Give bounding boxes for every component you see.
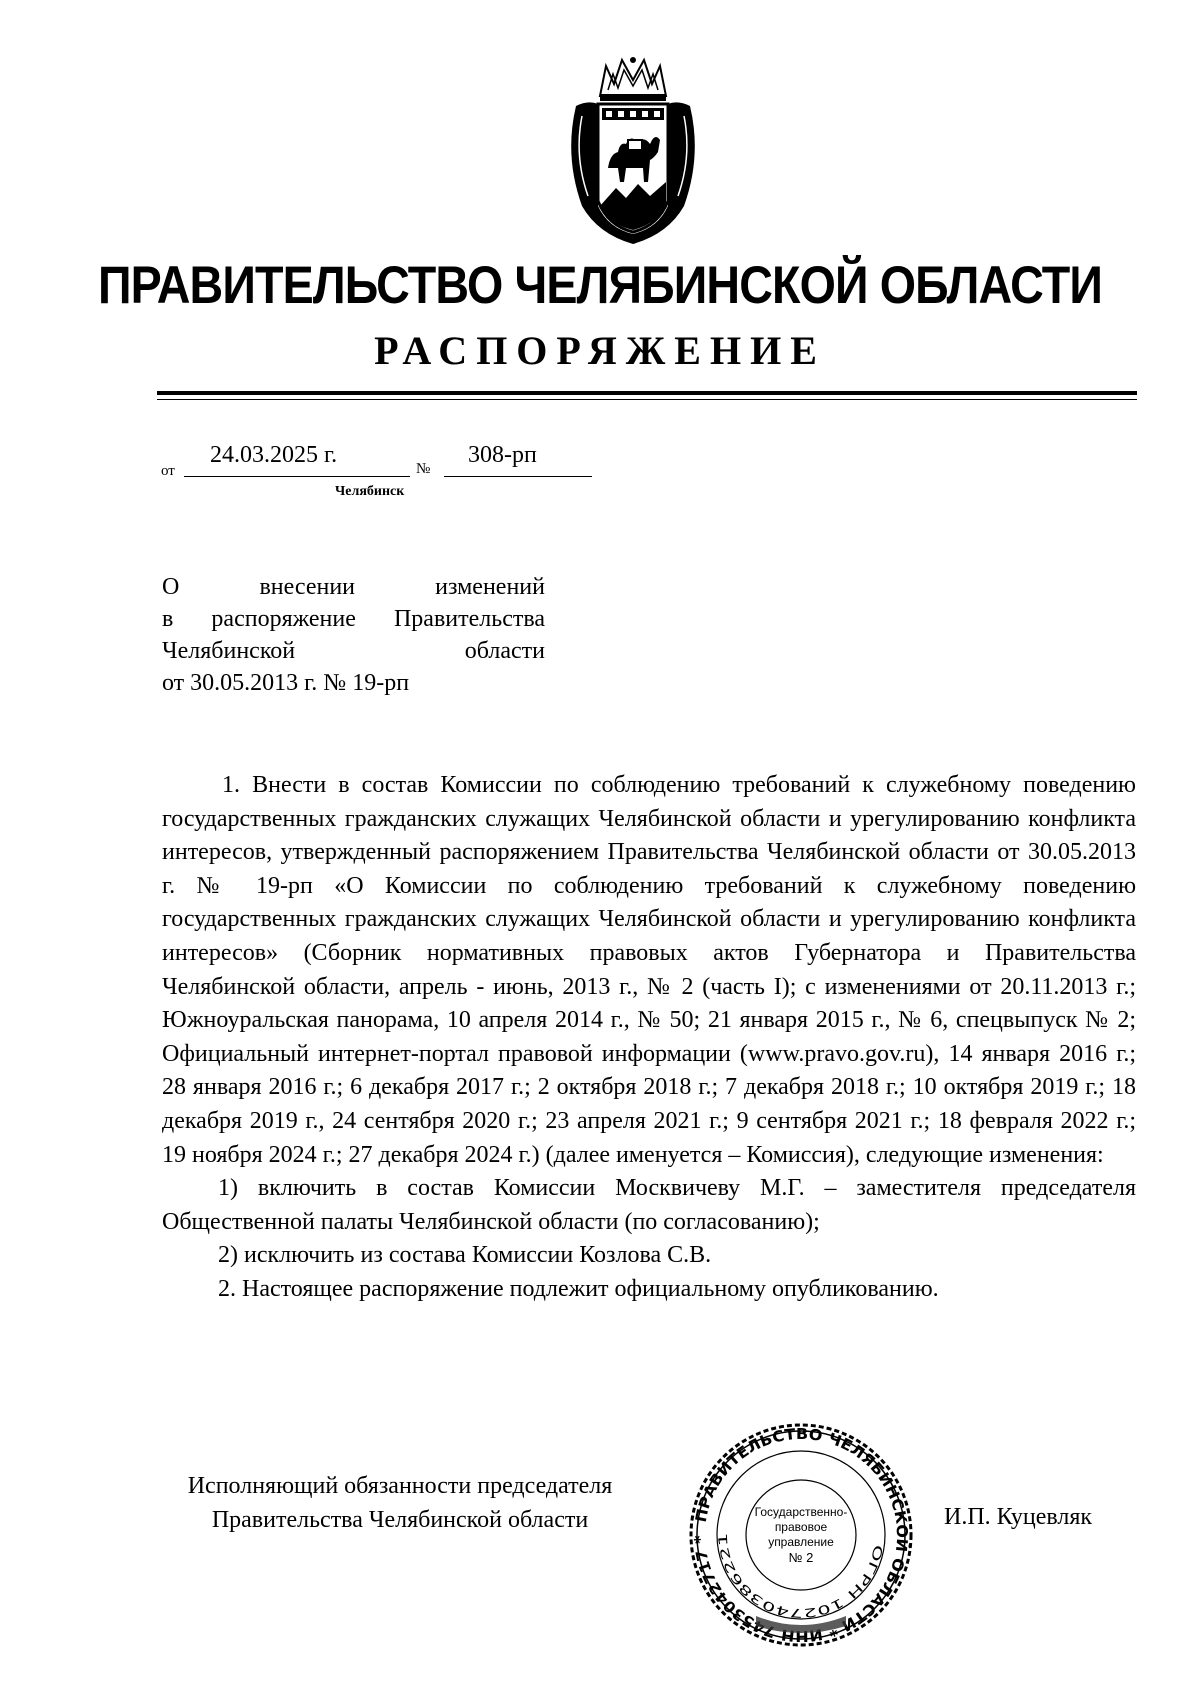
signatory-name: И.П. Куцевляк: [944, 1504, 1093, 1530]
svg-text:№ 2: № 2: [788, 1550, 814, 1565]
date-label: от: [161, 463, 175, 479]
subject-line: Челябинской области: [162, 638, 545, 664]
crown-icon: [600, 57, 666, 101]
document-date: 24.03.2025 г.: [210, 442, 338, 468]
stamp-outer-text: ПРАВИТЕЛЬСТВО ЧЕЛЯБИНСКОЙ ОБЛАСТИ * ИНН 7 53042717 *: [690, 1424, 912, 1646]
date-underline: [184, 476, 410, 477]
stamp-center-text: [755, 1505, 848, 1565]
document-type: РАСПОРЯЖЕНИЕ: [374, 328, 826, 373]
subject-line: О внесении изменений: [162, 574, 545, 600]
signatory-position: [145, 1469, 655, 1537]
subject-line: от 30.05.2013 г. № 19-рп: [162, 670, 410, 696]
issue-city: Челябинск: [335, 484, 405, 499]
svg-text:Государственно-: Государственно-: [754, 1505, 848, 1519]
header-divider-thin: [157, 399, 1137, 400]
number-underline: [444, 476, 592, 477]
signatory-position-line: Правительства Челябинской области: [211, 1507, 589, 1533]
document-subject: [162, 571, 545, 699]
document-number: 308-рп: [468, 442, 537, 468]
chelyabinsk-coat-of-arms-icon: [558, 56, 708, 246]
svg-text:управление: управление: [768, 1535, 834, 1549]
stamp-inner-text: ОГРН 102740386221: [716, 1538, 886, 1621]
body-paragraph: 1. Внести в состав Комиссии по соблюдению требований к служебному поведению государственных гражданских служащих Челябинской области и урегулированию конфликта интересов, утвержденный распоряжением Правительства Челябинской области от 30.05.2013 г. № 19-рп «О Комиссии по соблюдению требований к служебному поведению государственных гражданских служащих Челябинской области и урегулированию конфликта интересов» (Сборник нормативных правовых актов Губернатора и Правительства Челябинской области, апрель - июнь, 2013 г., № 2 (часть I); с изменениями от 20.11.2013 г.; Южноуральская панорама, 10 апреля 2014 г., № 50; 21 января 2015 г., № 6, спецвыпуск № 2; Официальный интернет-портал правовой информации (www.pravo.gov.ru), 14 января 2016 г.; 28 января 2016 г.; 6 декабря 2017 г.; 2 октября 2018 г.; 7 декабря 2018 г.; 10 октября 2019 г.; 18 декабря 2019 г., 24 сентября 2020 г.; 23 апреля 2021 г.; 9 сентября 2021 г.; 18 февраля 2022 г.; 19 ноября 2024 г.; 27 декабря 2024 г.) (далее именуется – Комиссия), следующие изменения:: [162, 772, 1136, 1168]
body-paragraph: 2) исключить из состава Комиссии Козлова С.В.: [218, 1242, 712, 1269]
body-paragraph: 2. Настоящее распоряжение подлежит официальному опубликованию.: [218, 1275, 939, 1302]
svg-text:правовое: правовое: [774, 1520, 828, 1534]
organization-title: ПРАВИТЕЛЬСТВО ЧЕЛЯБИНСКОЙ ОБЛАСТИ: [97, 256, 1102, 315]
subject-line: в распоряжение Правительства: [162, 606, 545, 632]
number-label: №: [416, 461, 431, 477]
header-divider-thick: [157, 391, 1137, 395]
signatory-position-line: Исполняющий обязанности председателя: [187, 1473, 613, 1499]
official-seal-stamp: [686, 1420, 916, 1650]
document-body: [162, 769, 1136, 1307]
body-paragraph: 1) включить в состав Комиссии Москвичеву М.Г. – заместителя председателя Общественной палаты Челябинской области (по согласованию);: [162, 1175, 1136, 1235]
